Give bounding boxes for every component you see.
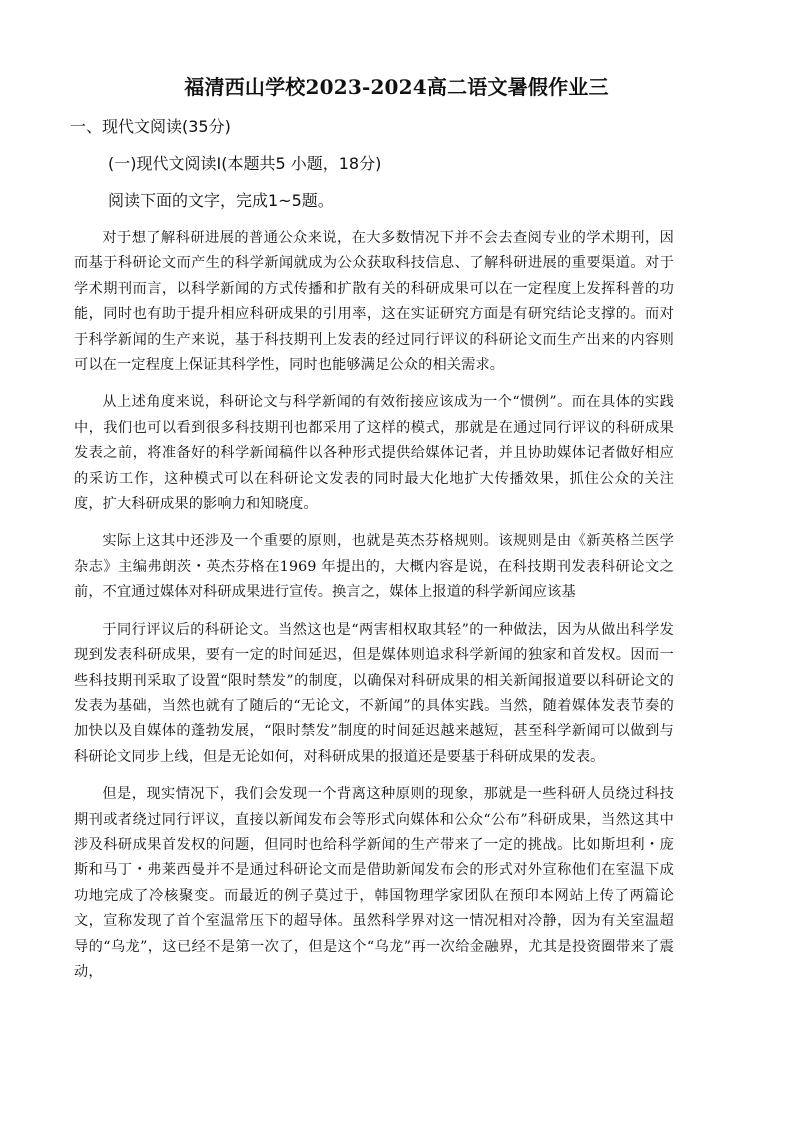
paragraph-1: 对于想了解科研进展的普通公众来说，在大多数情况下并不会去查阅专业的学术期刊，因而基于科研论文而产生的科学新闻就成为公众获取科技信息、了解科研进展的重要渠道。对于学术期刊而言，以科学新闻的方式传播和扩散有关的科研成果可以在一定程度上发挥科普的功能，同时也有助于提升相应科研成果的引用率，这在实证研究方面是有研究结论支撑的。而对于科学新闻的生产来说，基于科技期刊上发表的经过同行评议的科研论文而生产出来的内容则可以在一定程度上保证其科学性，同时也能够满足公众的相关需求。 bbox=[74, 230, 674, 374]
paragraph-5: 但是，现实情况下，我们会发现一个背离这种原则的现象，那就是一些科研人员绕过科技期刊或者绕过同行评议，直接以新闻发布会等形式向媒体和公众“公布”科研成果，当然这其中涉及科研成果首发权的问题，但同时也给科学新闻的生产带来了一定的挑战。比如斯坦利・庞斯和马丁・弗莱西曼并不是通过科研论文而是借助新闻发布会的形式对外宣称他们在室温下成功地完成了冷核聚变。而最近的例子莫过于，韩国物理学家团队在预印本网站上传了两篇论文，宣称发现了首个室温常压下的超导体。虽然科学界对这一情况相对冷静，因为有关室温超导的“乌龙”，这已经不是第一次了，但是这个“乌龙”再一次给金融界，尤其是投资圈带来了震动， bbox=[74, 786, 674, 980]
section-heading: 一、现代文阅读(35分) bbox=[70, 117, 231, 136]
subsection-heading: (一)现代文阅读Ⅰ(本题共5 小题，18分) bbox=[108, 154, 382, 173]
reading-instruction: 阅读下面的文字，完成1~5题。 bbox=[108, 191, 334, 210]
paragraph-4: 于同行评议后的科研论文。当然这也是“两害相权取其轻”的一种做法，因为从做出科学发现到发表科研成果，要有一定的时间延迟，但是媒体则追求科学新闻的独家和首发权。因而一些科技期刊采取了设置“限时禁发”的制度，以确保对科研成果的相关新闻报道要以科研论文的发表为基础，当然也就有了随后的“无论文，不新闻”的具体实践。当然，随着媒体发表节奏的加快以及自媒体的蓬勃发展，“限时禁发”制度的时间延迟越来越短，甚至科学新闻可以做到与科研论文同步上线，但是无论如何，对科研成果的报道还是要基于科研成果的发表。 bbox=[74, 621, 674, 765]
reading-passage bbox=[74, 226, 674, 997]
paragraph-3: 实际上这其中还涉及一个重要的原则，也就是英杰芬格规则。该规则是由《新英格兰医学杂志》主编弗朗茨・英杰芬格在1969 年提出的，大概内容是说，在科技期刊发表科研论文之前，不宜通过媒体对科研成果进行宣传。换言之，媒体上报道的科学新闻应该基 bbox=[74, 533, 674, 601]
paragraph-2: 从上述角度来说，科研论文与科学新闻的有效衔接应该成为一个“惯例”。而在具体的实践中，我们也可以看到很多科技期刊也都采用了这样的模式，那就是在通过同行评议的科研成果发表之前，将准备好的科学新闻稿件以各种形式提供给媒体记者，并且协助媒体记者做好相应的采访工作，这种模式可以在科研论文发表的同时最大化地扩大传播效果，抓住公众的关注度，扩大科研成果的影响力和知晓度。 bbox=[74, 394, 674, 513]
document-title: 福清西山学校2023-2024高二语文暑假作业三 bbox=[184, 75, 609, 99]
